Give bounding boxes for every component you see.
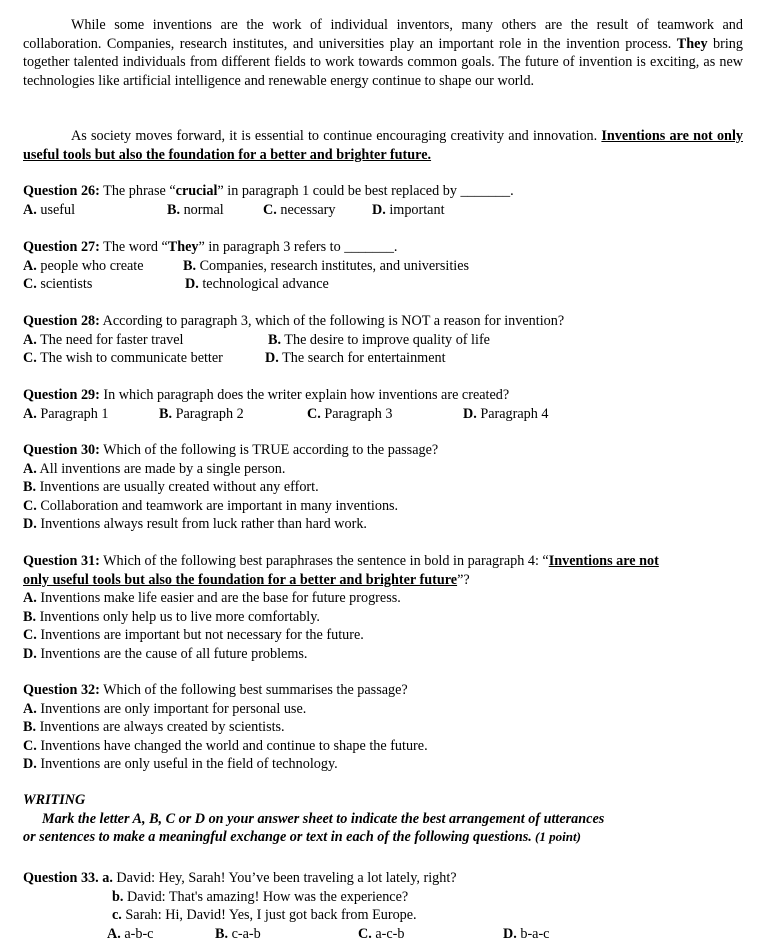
item-c [23,906,748,925]
question-label: Question 28: [23,313,100,329]
option-c[interactable] [23,737,748,756]
stem-bold-word: crucial [175,183,218,199]
passage-paragraph-3 [23,16,743,90]
option-c[interactable] [263,201,336,220]
item-text: David: That's amazing! How was the experience? [123,888,409,905]
option-letter: A. [23,257,37,274]
option-c[interactable] [23,349,223,368]
option-letter: B. [23,719,37,736]
option-b[interactable] [268,331,490,350]
option-text: b-a-c [516,925,550,942]
stem-text: According to paragraph 3, which of the following is NOT a reason for invention? [99,313,565,329]
question-label: Question 27: [23,239,100,255]
option-d[interactable] [185,275,329,294]
option-letter: D. [23,516,37,533]
stem-text: ” in paragraph 1 could be best replaced by _______. [217,183,514,199]
option-text: Companies, research institutes, and universities [196,257,470,274]
option-text: Inventions always result from luck rather than hard work. [36,516,367,533]
question-32 [23,681,748,774]
option-d[interactable] [23,645,748,664]
section-heading: WRITING [23,792,86,808]
option-a[interactable] [23,257,144,276]
option-text: people who create [36,257,144,274]
option-c[interactable] [23,275,92,294]
options-row [23,925,748,944]
question-stem [23,238,748,257]
item-text: Sarah: Hi, David! Yes, I just got back from Europe. [121,907,417,924]
option-text: Inventions are usually created without any effort. [36,479,319,496]
option-letter: D. [503,925,517,942]
option-text: a-b-c [120,925,154,942]
option-text: normal [180,201,224,218]
writing-instruction-line-2 [23,828,748,847]
bold-referent: They [676,35,708,52]
item-letter: b. [112,888,124,905]
option-letter: C. [23,350,37,367]
option-text: Inventions are only important for personal use. [36,700,307,717]
option-letter: A. [23,331,37,348]
question-label: Question 26: [23,183,100,199]
option-a[interactable] [23,700,748,719]
item-b [23,888,748,907]
writing-section [23,791,748,847]
option-b[interactable] [167,201,224,220]
option-letter: A. [23,460,37,477]
question-stem [23,312,748,331]
option-letter: D. [265,350,279,367]
option-letter: C. [23,276,37,293]
question-label: Question 31: [23,553,100,569]
stem-text: ”? [457,571,470,588]
option-letter: B. [268,331,282,348]
option-letter: C. [307,405,321,422]
option-text: technological advance [198,276,329,293]
option-d[interactable] [23,755,748,774]
option-letter: B. [23,608,37,625]
option-text: Inventions are only useful in the field of technology. [36,756,338,773]
option-a[interactable] [23,405,109,424]
option-b[interactable] [183,257,469,276]
option-c[interactable] [358,925,404,944]
question-label: Question 30: [23,442,100,458]
option-a[interactable] [23,331,183,350]
item-text: David: Hey, Sarah! You’ve been traveling a lot lately, right? [112,870,457,886]
option-b[interactable] [215,925,261,944]
instruction-text: or sentences to make a meaningful exchange or text in each of the following questions. [23,829,532,846]
option-text: useful [36,201,76,218]
option-text: Inventions are always created by scientists. [36,719,285,736]
option-text: scientists [36,276,93,293]
option-text: Inventions are the cause of all future problems. [36,645,308,662]
option-text: The need for faster travel [36,331,184,348]
option-letter: D. [372,201,386,218]
question-28 [23,312,748,368]
option-c[interactable] [307,405,393,424]
option-letter: A. [107,925,121,942]
option-text: important [385,201,445,218]
option-c[interactable] [23,626,748,645]
option-letter: A. [23,405,37,422]
stem-text: The phrase “ [99,183,176,199]
option-text: Collaboration and teamwork are important in many inventions. [36,497,399,514]
stem-bold-word: They [167,239,199,255]
question-stem [23,681,748,700]
options-row [23,405,748,424]
writing-instruction-line-1: Mark the letter A, B, C or D on your answer sheet to indicate the best arrangement of utterances [42,810,605,827]
option-text: The desire to improve quality of life [281,331,490,348]
option-letter: A. [23,700,37,717]
option-d[interactable] [372,201,445,220]
option-text: c-a-b [228,925,261,942]
options-row [23,349,748,368]
stem-text: In which paragraph does the writer explain how inventions are created? [99,387,510,403]
question-stem [23,386,748,405]
option-text: a-c-b [371,925,405,942]
option-letter: D. [23,756,37,773]
points-note: (1 point) [531,829,581,845]
option-letter: C. [23,497,37,514]
option-letter: A. [23,590,37,607]
option-text: necessary [276,201,336,218]
stem-text: Which of the following best paraphrases the sentence in bold in paragraph 4: “ [99,553,549,569]
option-letter: D. [185,276,199,293]
passage-paragraph-4 [23,127,743,164]
paragraph-text: While some inventions are the work of individual inventors, many others are the result of teamwork and collaboration. Companies, research institutes, and universities play an important role in the invention process. [23,17,743,52]
option-letter: A. [23,201,37,218]
option-d[interactable] [265,349,446,368]
question-31 [23,552,748,664]
option-text: Paragraph 3 [320,405,393,422]
question-stem [23,441,748,460]
paragraph-text: bring together talented individuals from different fields to work towards common goals. The future of invention is exciting, as new technologies like artificial intelligence and renewable energy continue to shape our world. [23,35,743,89]
item-letter: a. [102,870,113,886]
question-33 [23,869,748,943]
options-row [23,331,748,350]
option-d[interactable] [23,515,748,534]
stem-text: ” in paragraph 3 refers to _______. [198,239,398,255]
option-text: All inventions are made by a single person. [36,460,286,477]
stem-text: The word “ [99,239,168,255]
stem-bold-sentence: only useful tools but also the foundation for a better and brighter future [23,571,458,588]
option-b[interactable] [23,718,748,737]
option-text: Paragraph 2 [172,405,244,422]
option-letter: B. [183,257,197,274]
question-stem-continued [23,571,748,590]
option-c[interactable] [23,497,748,516]
option-letter: D. [23,645,37,662]
option-letter: C. [23,737,37,754]
question-29 [23,386,748,423]
option-text: The search for entertainment [278,350,446,367]
option-d[interactable] [503,925,549,944]
option-text: The wish to communicate better [36,350,223,367]
options-row [23,257,748,276]
question-label: Question 29: [23,387,100,403]
option-text: Inventions are important but not necessary for the future. [36,627,364,644]
question-stem [23,552,748,571]
question-stem [23,182,748,201]
options-row [23,275,748,294]
paragraph-text: As society moves forward, it is essential to continue encouraging creativity and innovation. [71,128,602,144]
option-letter: C. [23,627,37,644]
item-letter: c. [112,907,122,924]
option-a[interactable] [23,460,748,479]
option-letter: D. [463,405,477,422]
question-label: Question 32: [23,682,100,698]
question-30 [23,441,748,534]
option-text: Inventions have changed the world and continue to shape the future. [36,737,428,754]
options-row [23,201,748,220]
option-b[interactable] [23,478,748,497]
option-a[interactable] [23,589,748,608]
stem-text: Which of the following is TRUE according to the passage? [99,442,439,458]
option-text: Inventions make life easier and are the base for future progress. [36,590,401,607]
stem-bold-sentence: Inventions are not [548,553,659,569]
option-a[interactable] [107,925,153,944]
option-text: Inventions only help us to live more comfortably. [36,608,320,625]
option-letter: C. [358,925,372,942]
option-letter: B. [159,405,173,422]
option-d[interactable] [463,405,549,424]
option-b[interactable] [23,608,748,627]
question-26 [23,182,748,219]
option-letter: B. [23,479,37,496]
option-letter: B. [167,201,181,218]
option-text: Paragraph 1 [36,405,109,422]
option-letter: C. [263,201,277,218]
stem-text: Which of the following best summarises the passage? [99,682,408,698]
option-letter: B. [215,925,229,942]
question-label: Question 33. [23,870,99,886]
question-stem [23,869,748,888]
option-a[interactable] [23,201,75,220]
question-27 [23,238,748,294]
bold-sentence: Inventions are not only useful tools but also the foundation for a better and brighter future. [23,128,743,163]
option-text: Paragraph 4 [476,405,549,422]
option-b[interactable] [159,405,244,424]
